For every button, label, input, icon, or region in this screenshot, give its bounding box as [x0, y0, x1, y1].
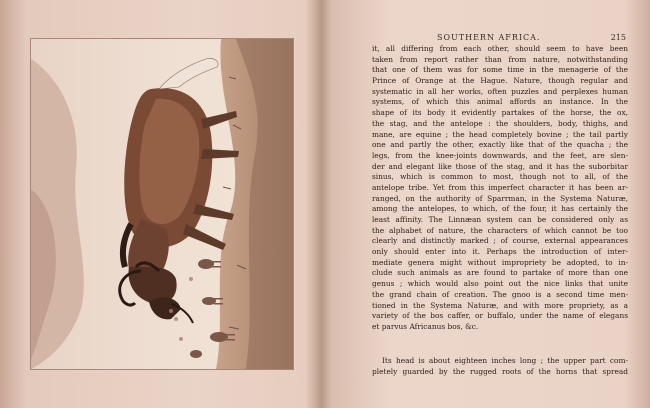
- text-line: mediate genera might without impropriety be adopted, to in-: [372, 257, 628, 267]
- text-line: the grand chain of creation. The gnoo is a second time men-: [372, 289, 628, 299]
- text-line: der and elegant like those of the stag, and it has the suborbitar: [372, 161, 628, 171]
- text-line: clearly and distinctly marked ; of course, external appearances: [372, 236, 628, 246]
- text-line: only should enter into it. Perhaps the introduction of inter-: [372, 247, 628, 257]
- text-line: among the antelopes, to which, of the four, it has certainly the: [372, 204, 628, 214]
- text-line: taken from report rather than from nature, notwithstanding: [372, 54, 628, 64]
- text-line: one and partly the other, exactly like that of the quacha ; the: [372, 140, 628, 150]
- text-line: pletely guarded by the rugged roots of the horns that spread: [372, 366, 628, 376]
- gnu-engraving-image: [31, 39, 293, 369]
- gnu-plate-illustration: [30, 38, 294, 370]
- text-line: et parvus Africanus bos, &c.: [372, 321, 479, 331]
- text-line: that one of them was for some time in the menagerie of the: [372, 65, 628, 75]
- text-line: Its head is about eighteen inches long ; the upper part com-: [382, 356, 628, 365]
- running-head-title: SOUTHERN AFRICA.: [437, 33, 541, 42]
- text-line: the alphabet of nature, the characters of which cannot be too: [372, 225, 628, 235]
- text-line: systems, of which this animal affords an instance. In the: [372, 97, 628, 107]
- right-page: [330, 0, 650, 408]
- body-paragraph-1: [372, 44, 628, 333]
- text-line: mane, are equine ; the head completely bovine ; the tail partly: [372, 129, 628, 139]
- page-number: 215: [610, 33, 626, 42]
- text-line: it, all differing from each other, should seem to have been: [372, 44, 628, 53]
- body-paragraph-2: [372, 356, 628, 377]
- text-line: systematic in all her works, often puzzles and perplexes human: [372, 86, 628, 96]
- text-line: genus ; which would also point out the nice links that unite: [372, 279, 628, 289]
- text-line: least affinity. The Linnæan system can be considered only as: [372, 215, 628, 224]
- left-page: [0, 0, 320, 408]
- text-line: variety of the bos caffer, or buffalo, under the name of elegans: [372, 311, 628, 321]
- text-line: tioned in the Systema Naturæ, and with more propriety, as a: [372, 300, 628, 310]
- text-line: antelope tribe. Yet from this imperfect character it has been ar-: [372, 182, 628, 192]
- text-line: legs, from the knee-joints downwards, and the feet, are slen-: [372, 150, 628, 160]
- text-line: the stag, and the antelope : the shoulders, body, thighs, and: [372, 118, 628, 128]
- text-line: shape of its body it evidently partakes of the horse, the ox,: [372, 108, 628, 118]
- text-line: Prince of Orange at the Hague. Nature, though regular and: [372, 76, 628, 86]
- text-line: sinus, which is common to most, though not to all, of the: [372, 172, 628, 182]
- text-line: clude such animals as are found to partake of more than one: [372, 268, 628, 278]
- text-line: ranged, on the authority of Sparrman, in the Systema Naturæ,: [372, 193, 628, 203]
